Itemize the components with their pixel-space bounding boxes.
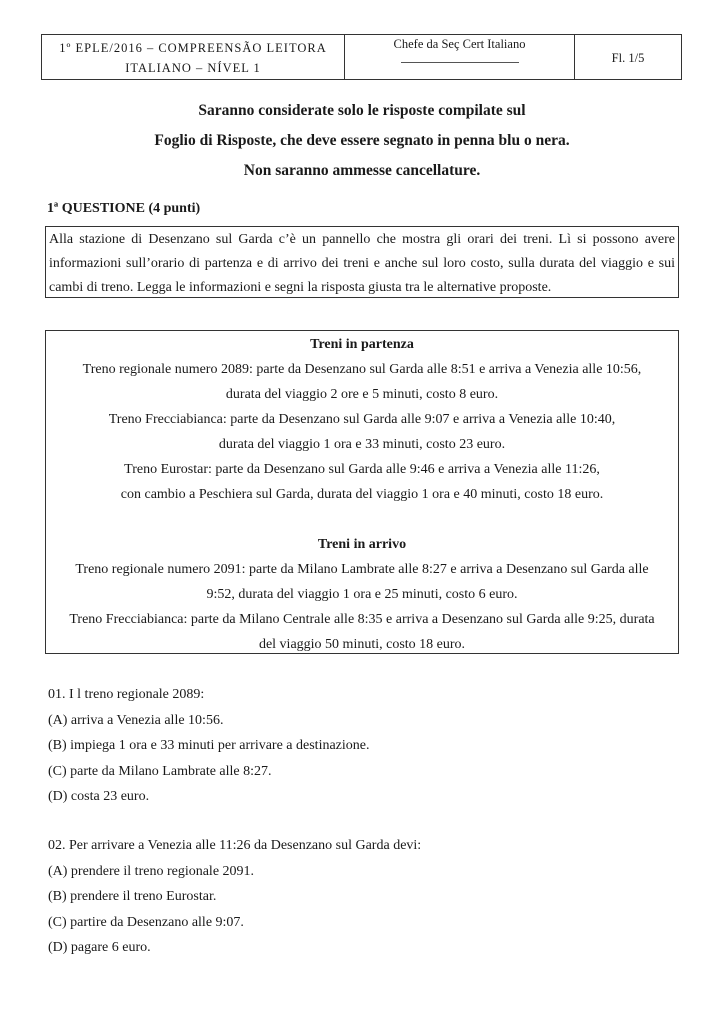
signature-line	[401, 62, 519, 63]
instructions-block	[0, 96, 724, 186]
departures-heading: Treni in partenza	[310, 337, 414, 352]
option-a: (A) arriva a Venezia alle 10:56.	[48, 712, 224, 728]
arrival-line: Treno Frecciabianca: parte da Milano Centrale alle 8:35 e arriva a Desenzano sul Garda alle 9:25, durata	[69, 612, 655, 627]
instruction-line: Foglio di Risposte, che deve essere segnato in penna blu o nera.	[154, 132, 570, 149]
question-heading: 1ª QUESTIONE (4 punti)	[47, 201, 201, 216]
chief-label: Chefe da Seç Cert Italiano	[393, 37, 526, 51]
option-c: (C) parte da Milano Lambrate alle 8:27.	[48, 763, 272, 779]
departure-line: Treno Frecciabianca: parte da Desenzano sul Garda alle 9:07 e arriva a Venezia alle 10:40,	[108, 412, 616, 427]
train-timetable-box	[45, 330, 679, 654]
arrivals-heading: Treni in arrivo	[317, 537, 407, 552]
departure-line: Treno regionale numero 2089: parte da Desenzano sul Garda alle 8:51 e arriva a Venezia alle 10:56,	[82, 362, 642, 377]
option-b: (B) prendere il treno Eurostar.	[48, 889, 217, 905]
arrival-line: Treno regionale numero 2091: parte da Milano Lambrate alle 8:27 e arriva a Desenzano sul Garda alle	[75, 562, 649, 577]
option-c: (C) partire da Desenzano alle 9:07.	[48, 914, 244, 930]
departure-line: Treno Eurostar: parte da Desenzano sul Garda alle 9:46 e arriva a Venezia alle 11:26,	[124, 462, 600, 477]
instruction-line: Non saranno ammesse cancellature.	[243, 162, 481, 179]
arrival-line: 9:52, durata del viaggio 1 ora e 25 minuti, costo 6 euro.	[206, 587, 518, 602]
option-b: (B) impiega 1 ora e 33 minuti per arrivare a destinazione.	[48, 738, 370, 754]
question-stem: 02. Per arrivare a Venezia alle 11:26 da Desenzano sul Garda devi:	[48, 838, 422, 853]
arrival-line: del viaggio 50 minuti, costo 18 euro.	[258, 637, 466, 652]
question-01	[48, 682, 370, 810]
instruction-line: Saranno considerate solo le risposte compilate sul	[198, 102, 526, 119]
chief-cell	[345, 35, 575, 79]
departure-line: con cambio a Peschiera sul Garda, durata del viaggio 1 ora e 40 minuti, costo 18 euro.	[120, 487, 604, 502]
exam-title-cell	[42, 35, 345, 79]
departure-line: durata del viaggio 1 ora e 33 minuti, costo 23 euro.	[218, 437, 506, 452]
option-a: (A) prendere il treno regionale 2091.	[48, 863, 255, 879]
question-stem: 01. I l treno regionale 2089:	[48, 687, 205, 702]
intro-text-box: Alla stazione di Desenzano sul Garda c’è un pannello che mostra gli orari dei treni. Lì si possono avere informazioni sull’orario di partenza e di arrivo dei treni e anche sul loro costo, sulla durata del viaggio e sui cambi di treno. Legga le informazioni e segni la risposta giusta tra le alternative proposte.	[45, 226, 679, 298]
option-d: (D) costa 23 euro.	[48, 789, 150, 805]
exam-title-line1: 1º EPLE/2016 – COMPREENSÃO LEITORA	[59, 41, 327, 55]
sheet-number: Fl. 1/5	[611, 51, 645, 65]
exam-title-line2: ITALIANO – NÍVEL 1	[125, 61, 261, 75]
question-02	[48, 833, 421, 961]
exam-header-box	[41, 34, 682, 80]
departure-line: durata del viaggio 2 ore e 5 minuti, costo 8 euro.	[225, 387, 499, 402]
option-d: (D) pagare 6 euro.	[48, 940, 151, 956]
